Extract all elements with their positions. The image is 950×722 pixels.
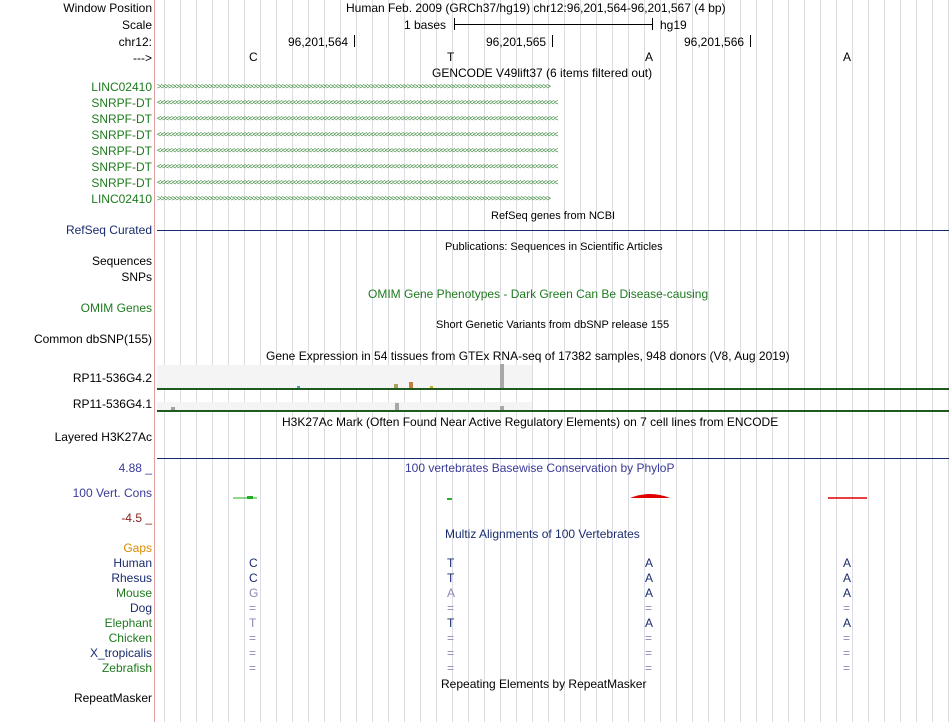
grid-line (244, 0, 245, 722)
coordinate-tick-label: 96,201,565 (486, 35, 547, 49)
species-label[interactable]: Elephant (104, 616, 152, 630)
gencode-item-label[interactable]: SNRPF-DT (91, 112, 152, 126)
grid-line (804, 0, 805, 722)
scale-value: 1 bases (404, 18, 447, 32)
phylop-bar (247, 496, 253, 499)
alignment-base: = (843, 631, 851, 645)
grid-line (916, 0, 917, 722)
coordinate-tick (750, 35, 751, 47)
phylop-track-label[interactable]: 100 Vert. Cons (72, 486, 152, 500)
publications-track-label[interactable]: Sequences (91, 254, 152, 268)
window-position-label: Window Position (63, 1, 152, 15)
reference-base: T (447, 50, 455, 64)
reference-base: A (843, 50, 852, 64)
grid-line (260, 0, 261, 722)
alignment-base: C (249, 556, 258, 570)
species-label[interactable]: Human (113, 556, 152, 570)
h3k27ac-baseline (157, 458, 949, 459)
repeatmasker-track-label[interactable]: RepeatMasker (73, 691, 152, 705)
gencode-transcript[interactable]: <<<<<<<<<<<<<<<<<<<<<<<<<<<<<<<<<<<<<<<<<<<<<<<<<<<<<<<<<<<<<<<<<<<<<<<<<<<<<<<<<<<<<<<<<<<<<<<<<<<<<<<<<<<<< (157, 130, 558, 139)
gtex-tissue-bar[interactable] (500, 364, 504, 388)
gencode-transcript[interactable]: >>>>>>>>>>>>>>>>>>>>>>>>>>>>>>>>>>>>>>>>>>>>>>>>>>>>>>>>>>>>>>>>>>>>>>>>>>>>>>>>>>>>>>>>>>>>>>>>>>>>>>>>>>> (157, 194, 550, 203)
phylop-max-label: 4.88 _ (118, 461, 152, 475)
alignment-base: C (249, 571, 258, 585)
reference-base: C (249, 50, 258, 64)
strand-label: ---> (133, 51, 152, 65)
alignment-base: A (447, 586, 456, 600)
gencode-transcript[interactable]: <<<<<<<<<<<<<<<<<<<<<<<<<<<<<<<<<<<<<<<<<<<<<<<<<<<<<<<<<<<<<<<<<<<<<<<<<<<<<<<<<<<<<<<<<<<<<<<<<<<<<<<<<<<<< (157, 114, 558, 123)
refseq-track-label[interactable]: RefSeq Curated (65, 223, 152, 237)
alignment-base: A (843, 556, 852, 570)
coordinate-tick (552, 35, 553, 47)
gtex-gene-line[interactable] (157, 388, 949, 390)
alignment-base: = (447, 661, 455, 675)
refseq-feature-line[interactable] (157, 230, 949, 231)
phylop-track-title: 100 vertebrates Basewise Conservation by PhyloP (405, 461, 675, 475)
assembly-position: Human Feb. 2009 (GRCh37/hg19) chr12:96,201,564-96,201,567 (4 bp) (346, 1, 726, 15)
alignment-base: = (645, 661, 653, 675)
scale-label: Scale (121, 18, 152, 32)
alignment-base: A (843, 586, 852, 600)
alignment-base: = (249, 661, 257, 675)
grid-line (884, 0, 885, 722)
scale-assembly: hg19 (660, 18, 687, 32)
alignment-base: = (447, 601, 455, 615)
grid-line (868, 0, 869, 722)
species-label[interactable]: Dog (129, 601, 152, 615)
chrom-label: chr12: (118, 35, 152, 49)
dbsnp-track-label[interactable]: Common dbSNP(155) (33, 332, 152, 346)
species-label[interactable]: Zebrafish (101, 661, 152, 675)
alignment-base: A (843, 616, 852, 630)
scale-bar (454, 24, 652, 25)
gaps-label[interactable]: Gaps (123, 541, 152, 555)
alignment-base: G (249, 586, 259, 600)
alignment-base: A (645, 616, 654, 630)
grid-line (852, 0, 853, 722)
species-label[interactable]: Mouse (115, 586, 152, 600)
coordinate-tick (354, 35, 355, 47)
gencode-transcript[interactable]: <<<<<<<<<<<<<<<<<<<<<<<<<<<<<<<<<<<<<<<<<<<<<<<<<<<<<<<<<<<<<<<<<<<<<<<<<<<<<<<<<<<<<<<<<<<<<<<<<<<<<<<<<<<<< (157, 146, 558, 155)
alignment-base: T (249, 616, 257, 630)
gencode-item-label[interactable]: LINC02410 (91, 80, 152, 94)
refseq-track-title: RefSeq genes from NCBI (491, 210, 616, 222)
alignment-base: = (843, 601, 851, 615)
grid-line (820, 0, 821, 722)
gtex-tissue-bar[interactable] (395, 403, 399, 410)
scale-bar-start-tick (454, 18, 455, 30)
snps-track-label[interactable]: SNPs (121, 270, 152, 284)
alignment-base: = (447, 631, 455, 645)
reference-base: A (645, 50, 654, 64)
alignment-base: = (249, 631, 257, 645)
phylop-min-label: -4.5 _ (121, 511, 152, 525)
alignment-base: A (645, 571, 654, 585)
gencode-track-title: GENCODE V49lift37 (6 items filtered out) (432, 66, 653, 80)
gencode-transcript[interactable]: <<<<<<<<<<<<<<<<<<<<<<<<<<<<<<<<<<<<<<<<<<<<<<<<<<<<<<<<<<<<<<<<<<<<<<<<<<<<<<<<<<<<<<<<<<<<<<<<<<<<<<<<<<<<< (157, 98, 558, 107)
alignment-base: A (645, 556, 654, 570)
gencode-transcript[interactable]: >>>>>>>>>>>>>>>>>>>>>>>>>>>>>>>>>>>>>>>>>>>>>>>>>>>>>>>>>>>>>>>>>>>>>>>>>>>>>>>>>>>>>>>>>>>>>>>>>>>>>>>>>>> (157, 82, 550, 91)
gencode-item-label[interactable]: SNRPF-DT (91, 96, 152, 110)
omim-track-label[interactable]: OMIM Genes (80, 301, 152, 315)
coordinate-tick-label: 96,201,566 (684, 35, 745, 49)
alignment-base: A (843, 571, 852, 585)
species-label[interactable]: Chicken (108, 631, 152, 645)
species-label[interactable]: X_tropicalis (89, 646, 152, 660)
alignment-base: = (843, 646, 851, 660)
phylop-bar (447, 498, 452, 500)
alignment-base: A (645, 586, 654, 600)
gencode-item-label[interactable]: SNRPF-DT (91, 176, 152, 190)
alignment-base: = (447, 646, 455, 660)
alignment-base: = (249, 646, 257, 660)
alignment-base: = (249, 601, 257, 615)
omim-track-title: OMIM Gene Phenotypes - Dark Green Can Be Disease-causing (368, 287, 709, 301)
alignment-base: = (843, 661, 851, 675)
gtex-gene-line[interactable] (157, 410, 949, 412)
alignment-base: T (447, 556, 455, 570)
h3k27ac-track-title: H3K27Ac Mark (Often Found Near Active Regulatory Elements) on 7 cell lines from ENCODE (282, 415, 779, 429)
coordinate-tick-label: 96,201,564 (288, 35, 349, 49)
phylop-wiggle-plot[interactable] (155, 480, 950, 510)
grid-line (836, 0, 837, 722)
publications-track-title: Publications: Sequences in Scientific Articles (445, 241, 663, 253)
grid-line (948, 0, 949, 722)
gtex-gene-label[interactable]: RP11-536G4.1 (72, 397, 152, 411)
gencode-item-label[interactable]: SNRPF-DT (91, 160, 152, 174)
h3k27ac-track-label[interactable]: Layered H3K27Ac (54, 430, 152, 444)
repeatmasker-track-title: Repeating Elements by RepeatMasker (441, 677, 647, 691)
alignment-base: T (447, 616, 455, 630)
gtex-expression-area[interactable] (157, 365, 532, 388)
gencode-item-label[interactable]: SNRPF-DT (91, 128, 152, 142)
gtex-track-title: Gene Expression in 54 tissues from GTEx RNA-seq of 17382 samples, 948 donors (V8, Aug 2019) (266, 349, 790, 363)
alignment-base: = (645, 631, 653, 645)
grid-line (196, 0, 197, 722)
gencode-transcript[interactable]: <<<<<<<<<<<<<<<<<<<<<<<<<<<<<<<<<<<<<<<<<<<<<<<<<<<<<<<<<<<<<<<<<<<<<<<<<<<<<<<<<<<<<<<<<<<<<<<<<<<<<<<<<<<<< (157, 178, 558, 187)
grid-line (180, 0, 181, 722)
gtex-expression-area[interactable] (157, 402, 532, 410)
gtex-gene-label[interactable]: RP11-536G4.2 (72, 371, 152, 385)
species-label[interactable]: Rhesus (111, 571, 152, 585)
gencode-transcript[interactable]: <<<<<<<<<<<<<<<<<<<<<<<<<<<<<<<<<<<<<<<<<<<<<<<<<<<<<<<<<<<<<<<<<<<<<<<<<<<<<<<<<<<<<<<<<<<<<<<<<<<<<<<<<<<<< (157, 162, 558, 171)
alignment-base: = (645, 601, 653, 615)
scale-bar-end-tick (652, 18, 653, 30)
dbsnp-track-title: Short Genetic Variants from dbSNP release 155 (436, 319, 670, 331)
grid-line (900, 0, 901, 722)
grid-line (932, 0, 933, 722)
grid-line (212, 0, 213, 722)
grid-line (228, 0, 229, 722)
gencode-item-label[interactable]: LINC02410 (91, 192, 152, 206)
gencode-item-label[interactable]: SNRPF-DT (91, 144, 152, 158)
alignment-base: T (447, 571, 455, 585)
multiz-track-title: Multiz Alignments of 100 Vertebrates (445, 527, 640, 541)
alignment-base: = (645, 646, 653, 660)
phylop-peak (630, 494, 670, 498)
grid-line (164, 0, 165, 722)
